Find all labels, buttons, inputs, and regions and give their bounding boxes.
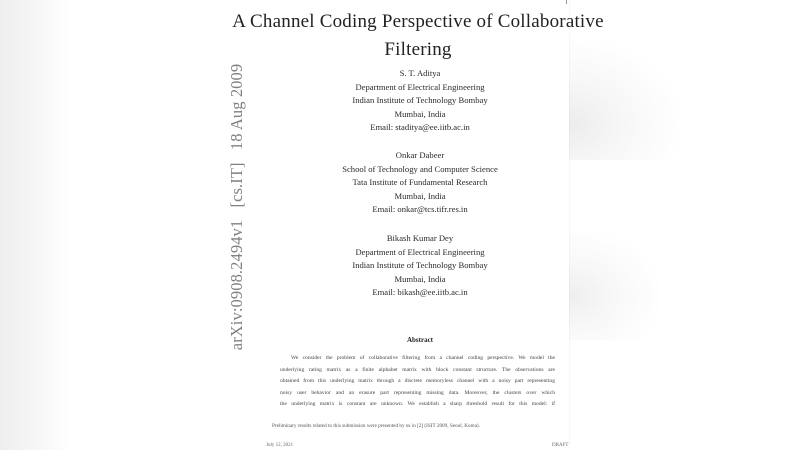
abstract-heading: Abstract [406, 336, 434, 344]
title-line-2: Filtering [384, 39, 452, 60]
title-line-1: A Channel Coding Perspective of Collaborative [232, 11, 604, 32]
author-block-3 [300, 232, 540, 300]
author-institute: Tata Institute of Fundamental Research [352, 177, 488, 188]
arxiv-stamp [227, 60, 247, 354]
background-shadow-right-bottom [569, 230, 659, 340]
arxiv-id: arXiv:0908.2494v1 [227, 219, 246, 351]
author-email: Email: staditya@ee.iitb.ac.in [370, 122, 470, 133]
author-department: Department of Electrical Engineering [355, 246, 485, 257]
author-location: Mumbai, India [394, 190, 446, 201]
author-block-2 [300, 149, 540, 217]
abstract-line: the underlying matrix is constant are unknown. We establish a sharp threshold result for this model: if [280, 401, 555, 407]
background-shadow-left [0, 0, 70, 450]
author-name: S. T. Aditya [399, 68, 441, 78]
footer-draft-label: DRAFT [552, 443, 569, 448]
author-location: Mumbai, India [394, 273, 446, 284]
page-edge [569, 0, 570, 450]
author-department: Department of Electrical Engineering [355, 81, 485, 92]
author-block-1 [300, 67, 540, 135]
author-institute: Indian Institute of Technology Bombay [352, 260, 488, 271]
author-department: School of Technology and Computer Science [342, 163, 498, 174]
author-email: Email: bikash@ee.iitb.ac.in [372, 287, 468, 298]
abstract-line: We consider the problem of collaborative filtering from a channel coding perspective. We model the [291, 355, 555, 361]
author-location: Mumbai, India [394, 108, 446, 119]
author-name: Bikash Kumar Dey [386, 233, 454, 243]
author-name: Onkar Dabeer [395, 150, 445, 160]
abstract-body [280, 353, 555, 411]
footnote: Preliminary results related to this submission were presented by us in [2] (ISIT 2009, Seoul, Korea). [272, 423, 480, 429]
abstract-line: underlying rating matrix as a finite alphabet matrix with block constant structure. The observations are [280, 366, 555, 373]
author-institute: Indian Institute of Technology Bombay [352, 95, 488, 106]
abstract-line: noisy user behavior and an erasure part representing missing data. Moreover, the clusters over which [280, 389, 555, 396]
abstract-line: obtained from this underlying matrix through a discrete memoryless channel with a noisy part representing [280, 378, 555, 384]
page-number-mark [566, 0, 567, 4]
arxiv-date: 18 Aug 2009 [227, 63, 246, 151]
author-email: Email: onkar@tcs.tifr.res.in [372, 204, 468, 215]
paper-title [230, 8, 606, 64]
arxiv-category: [cs.IT] [227, 162, 246, 208]
footer-date: July 12, 2021 [266, 443, 294, 448]
